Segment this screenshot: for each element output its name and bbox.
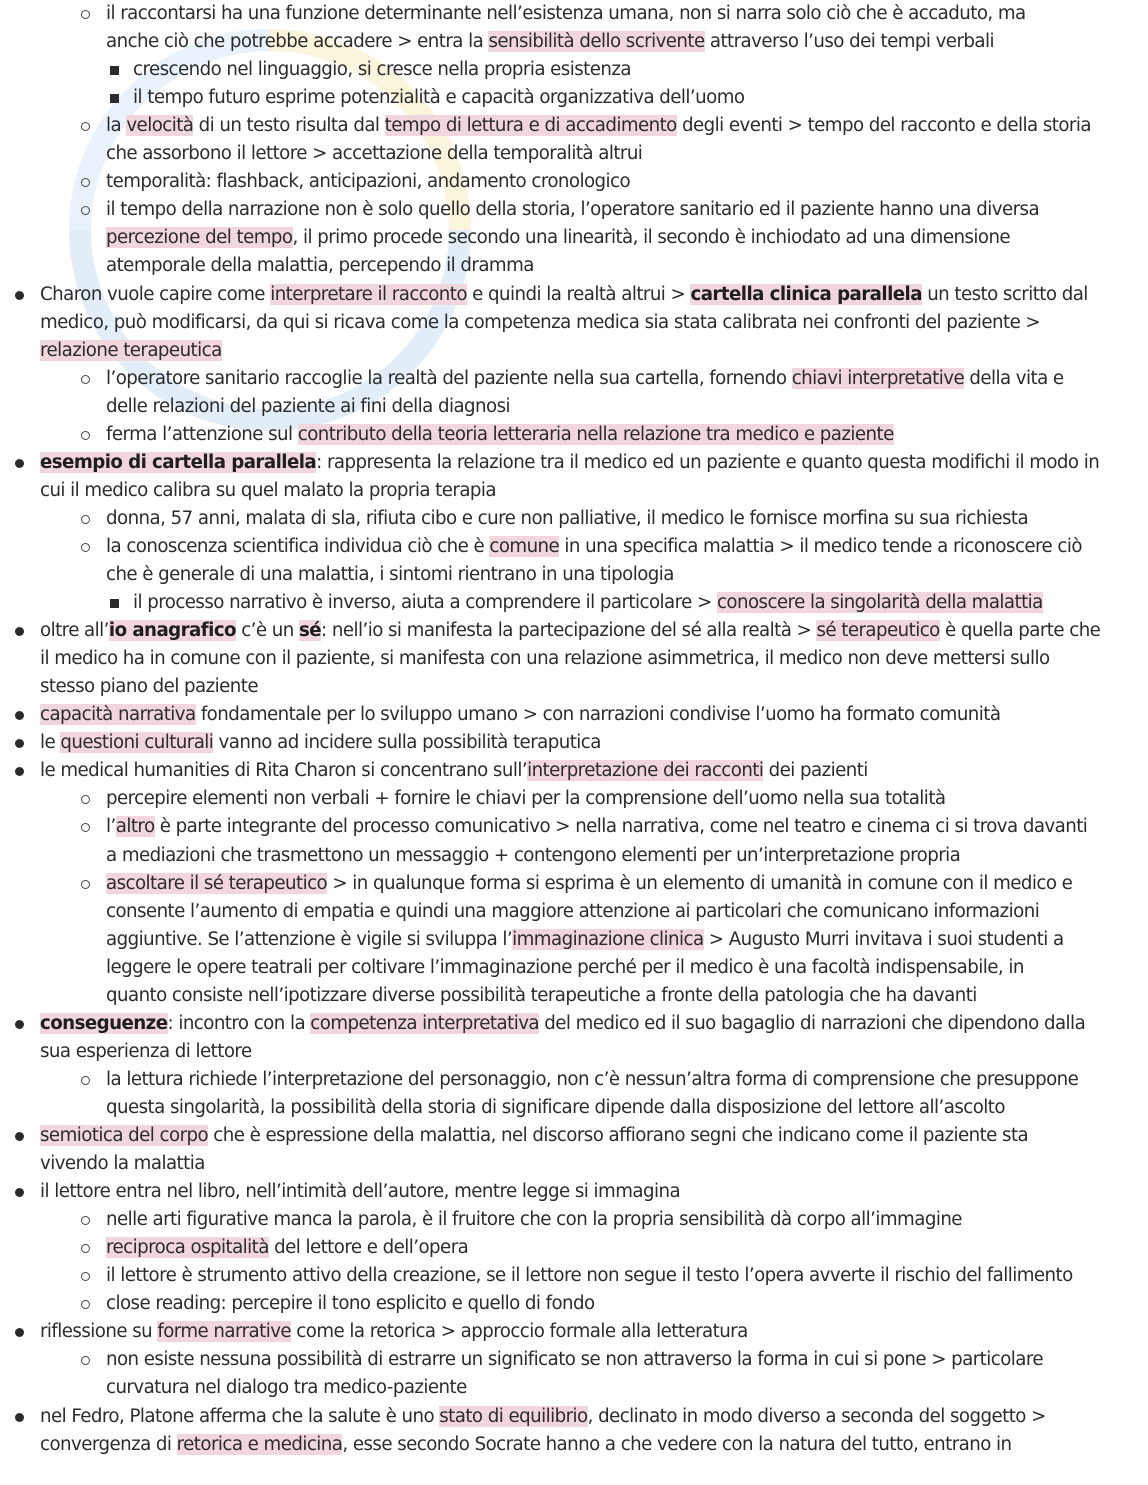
circle-bullet-icon	[81, 1076, 90, 1085]
text-segment: donna, 57 anni, malata di sla, rifiuta cibo e cure non palliative, il medico le fornisce morfina su sua richiesta	[106, 507, 1029, 529]
highlighted-text: questioni culturali	[60, 732, 214, 754]
text-line	[40, 309, 1040, 337]
text-segment: convergenza di	[40, 1433, 177, 1455]
text-line	[40, 729, 601, 757]
text-segment: : rappresenta la relazione tra il medico ed un paziente e quanto questa modifichi il modo in	[316, 451, 1100, 473]
text-line	[106, 813, 1087, 841]
highlighted-text: velocità	[126, 115, 194, 137]
highlighted-text: forme narrative	[157, 1321, 292, 1343]
bullet-icon	[15, 767, 24, 776]
text-segment: nel Fedro, Platone afferma che la salute è uno	[40, 1405, 440, 1427]
circle-bullet-icon	[81, 375, 90, 384]
text-segment: e quindi la realtà altrui >	[466, 283, 691, 305]
highlighted-text: conoscere la singolarità della malattia	[716, 592, 1043, 614]
text-segment: il processo narrativo è inverso, aiuta a comprendere il particolare >	[133, 592, 717, 614]
text-segment: questa singolarità, la possibilità della storia di significare dipende dalla disposizione del lettore all’ascolto	[106, 1096, 1005, 1118]
bullet-icon	[15, 1132, 24, 1141]
circle-bullet-icon	[81, 823, 90, 832]
highlighted-text: competenza interpretativa	[310, 1012, 540, 1034]
text-segment: la	[106, 115, 127, 137]
highlighted-text: interpretazione dei racconti	[527, 760, 764, 782]
circle-bullet-icon	[81, 431, 90, 440]
text-segment: medico, può modificarsi, da qui si ricava come la competenza medica sia stata calibrata nei confronti del paziente >	[40, 311, 1041, 333]
text-line	[40, 673, 258, 701]
text-segment: non esiste nessuna possibilità di estrarre un significato se non attraverso la forma in cui si pone > particolare	[106, 1349, 1044, 1371]
highlighted-text: cartella clinica parallela	[690, 283, 922, 305]
text-segment: close reading: percepire il tono esplicito e quello di fondo	[106, 1293, 595, 1315]
text-line	[106, 842, 960, 870]
text-segment: della vita e	[964, 367, 1064, 389]
text-segment: che è espressione della malattia, nel discorso affiorano segni che indicano come il paziente sta	[208, 1125, 1029, 1146]
text-line	[106, 365, 1064, 393]
text-line	[106, 0, 1026, 28]
text-line	[106, 168, 630, 196]
highlighted-text: stato di equilibrio	[439, 1405, 588, 1427]
text-line	[106, 196, 1039, 224]
text-segment: ferma l’attenzione sul	[106, 423, 298, 445]
text-segment: la conoscenza scientifica individua ciò che è	[106, 535, 490, 557]
text-segment: Charon vuole capire come	[40, 283, 271, 305]
text-segment: le medical humanities di Rita Charon si concentrano sull’	[40, 760, 528, 782]
text-line	[40, 757, 868, 785]
text-segment: il lettore entra nel libro, nell’intimità dell’autore, mentre legge si immagina	[40, 1181, 681, 1203]
text-segment: crescendo nel linguaggio, si cresce nella propria esistenza	[133, 59, 631, 81]
highlighted-text: chiavi interpretative	[791, 367, 965, 389]
text-segment: del medico ed il suo bagaglio di narrazioni che dipendono dalla	[539, 1012, 1086, 1034]
text-line	[106, 533, 1082, 561]
highlighted-text: semiotica del corpo	[40, 1125, 209, 1146]
text-line	[40, 1010, 1085, 1038]
text-segment: in una specifica malattia > il medico tende a riconoscere ciò	[559, 535, 1082, 557]
text-line	[106, 1374, 467, 1402]
text-segment: che assorbono il lettore > accettazione della temporalità altrui	[106, 143, 643, 165]
text-line	[133, 56, 631, 84]
text-segment: > in qualunque forma si esprima è un elemento di umanità in comune con il medico e	[327, 872, 1073, 894]
text-segment: il lettore è strumento attivo della creazione, se il lettore non segue il testo l’opera avverte il rischio del fallimento	[106, 1265, 1073, 1287]
highlighted-text: immaginazione clinica	[512, 928, 704, 950]
text-line	[106, 1094, 1005, 1122]
text-segment: il medico ha in comune con il paziente, si manifesta con una relazione asimmetrica, il medico non deve mettersi sullo	[40, 648, 1050, 670]
text-line	[106, 1066, 1078, 1094]
highlighted-text: comune	[489, 535, 560, 557]
text-line	[106, 1206, 962, 1234]
text-line	[106, 1346, 1043, 1374]
text-segment: , il primo procede secondo una linearità, il secondo è inchiodato ad una dimensione	[292, 227, 1011, 249]
text-segment: stesso piano del paziente	[40, 676, 258, 698]
circle-bullet-icon	[81, 1356, 90, 1365]
text-line	[40, 1403, 1046, 1431]
bullet-icon	[15, 627, 24, 636]
text-line	[40, 701, 1000, 729]
text-segment: c’è un	[236, 620, 299, 642]
text-segment: il tempo della narrazione non è solo quello della storia, l’operatore sanitario ed il paziente hanno una diversa	[106, 199, 1040, 221]
highlighted-text: sensibilità dello scrivente	[488, 31, 705, 53]
text-segment: vanno ad incidere sulla possibilità teraputica	[213, 732, 601, 754]
highlighted-text: capacità narrativa	[40, 704, 196, 726]
circle-bullet-icon	[81, 206, 90, 215]
text-line	[106, 252, 534, 280]
circle-bullet-icon	[81, 1216, 90, 1225]
text-segment: curvatura nel dialogo tra medico-paziente	[106, 1377, 467, 1399]
text-segment: del lettore e dell’opera	[268, 1237, 469, 1259]
square-bullet-icon	[110, 94, 119, 103]
text-segment: vivendo la malattia	[40, 1153, 205, 1175]
text-segment: , esse secondo Socrate hanno a che vedere con la natura del tutto, entrano in	[342, 1433, 1012, 1455]
bullet-icon	[15, 711, 24, 720]
text-segment: è quella parte che	[939, 620, 1101, 642]
text-segment: è parte integrante del processo comunicativo > nella narrativa, come nel teatro e cinema ci si trova davanti	[154, 816, 1088, 838]
highlighted-text: relazione terapeutica	[40, 339, 222, 361]
text-line	[40, 645, 1050, 673]
bullet-icon	[15, 459, 24, 468]
text-segment: il tempo futuro esprime potenzialità e capacità organizzativa dell’uomo	[133, 87, 745, 109]
text-segment: aggiuntive. Se l’attenzione è vigile si sviluppa l’	[106, 928, 513, 950]
text-segment: un testo scritto dal	[921, 283, 1088, 305]
text-segment: percepire elementi non verbali + fornire le chiavi per la comprensione dell’uomo nella sua totalità	[106, 788, 946, 810]
text-line	[40, 617, 1100, 645]
circle-bullet-icon	[81, 178, 90, 187]
circle-bullet-icon	[81, 122, 90, 131]
text-line	[106, 505, 1028, 533]
bullet-icon	[15, 739, 24, 748]
text-line	[106, 982, 977, 1010]
text-segment: l’	[106, 816, 116, 838]
text-line	[106, 898, 1039, 926]
highlighted-text: retorica e medicina	[176, 1433, 343, 1455]
highlighted-text: io anagrafico	[108, 620, 236, 642]
text-segment: dei pazienti	[763, 760, 868, 782]
text-line	[106, 421, 894, 449]
text-segment: che è generale di una malattia, i sintomi rientrano in una tipologia	[106, 564, 674, 585]
text-line	[40, 1038, 252, 1066]
bullet-icon	[15, 1328, 24, 1337]
text-line	[40, 1431, 1011, 1459]
highlighted-text: ascoltare il sé terapeutico	[106, 872, 328, 894]
text-line	[106, 1234, 468, 1262]
text-segment: consente l’aumento di empatia e quindi una maggiore attenzione ai particolari che comunicano informazioni	[106, 900, 1040, 922]
text-line	[106, 112, 1091, 140]
circle-bullet-icon	[81, 543, 90, 552]
circle-bullet-icon	[81, 1300, 90, 1309]
text-segment: oltre all’	[40, 620, 109, 642]
text-line	[106, 561, 674, 589]
text-segment: fondamentale per lo sviluppo umano > con narrazioni condivise l’uomo ha formato comunità	[195, 704, 1001, 726]
text-segment: , declinato in modo diverso a seconda del soggetto >	[587, 1405, 1046, 1427]
text-line	[40, 1150, 205, 1178]
highlighted-text: reciproca ospitalità	[106, 1237, 269, 1259]
text-segment: temporalità: flashback, anticipazioni, andamento cronologico	[106, 171, 631, 193]
text-line	[106, 393, 510, 421]
text-segment: : incontro con la	[167, 1012, 311, 1034]
text-line	[40, 1318, 748, 1346]
text-line	[133, 589, 1043, 617]
text-segment: a mediazioni che trasmettono un messaggio + contengono elementi per un’interpretazione propria	[106, 844, 961, 866]
bullet-icon	[15, 1188, 24, 1197]
text-line	[40, 477, 496, 505]
circle-bullet-icon	[81, 880, 90, 889]
highlighted-text: conseguenze	[40, 1012, 168, 1034]
text-line	[40, 449, 1099, 477]
text-segment: > Augusto Murri invitava i suoi studenti a	[703, 928, 1064, 950]
text-line	[40, 1122, 1028, 1150]
text-segment: cui il medico calibra su quel malato la propria terapia	[40, 479, 497, 501]
highlighted-text: esempio di cartella parallela	[40, 451, 317, 473]
text-line	[40, 1178, 680, 1206]
circle-bullet-icon	[81, 10, 90, 19]
text-segment: sua esperienza di lettore	[40, 1040, 252, 1062]
text-segment: di un testo risulta dal	[193, 115, 385, 137]
highlighted-text: sé terapeutico	[816, 620, 940, 642]
text-segment: il raccontarsi ha una funzione determinante nell’esistenza umana, non si narra solo ciò che è accaduto, ma	[106, 3, 1026, 24]
text-line	[106, 28, 994, 56]
text-segment: quanto consiste nell’ipotizzare diverse possibilità terapeutiche a fronte della patologia che ha davanti	[106, 984, 977, 1006]
text-segment: riflessione su	[40, 1321, 158, 1343]
circle-bullet-icon	[81, 515, 90, 524]
text-segment: la lettura richiede l’interpretazione del personaggio, non c’è nessun’altra forma di comprensione che presuppone	[106, 1068, 1079, 1090]
text-line	[106, 785, 946, 813]
text-segment: nelle arti figurative manca la parola, è il fruitore che con la propria sensibilità dà corpo all’immagine	[106, 1209, 962, 1231]
text-line	[40, 281, 1088, 309]
text-segment: attraverso l’uso dei tempi verbali	[704, 31, 994, 53]
text-line	[106, 224, 1010, 252]
text-line	[133, 84, 744, 112]
text-line	[106, 140, 642, 168]
highlighted-text: sé	[298, 620, 322, 642]
bullet-icon	[15, 1020, 24, 1029]
text-segment: l’operatore sanitario raccoglie la realtà del paziente nella sua cartella, fornendo	[106, 367, 792, 389]
text-line	[106, 954, 1024, 982]
text-segment: leggere le opere teatrali per coltivare l’immaginazione perché per il medico è una facoltà indispensabile, in	[106, 956, 1024, 978]
bullet-icon	[15, 1413, 24, 1422]
text-line	[106, 1290, 595, 1318]
text-line	[106, 926, 1064, 954]
text-segment: le	[40, 732, 61, 754]
square-bullet-icon	[110, 599, 119, 608]
highlighted-text: contributo della teoria letteraria nella relazione tra medico e paziente	[297, 423, 894, 445]
text-line	[40, 337, 222, 365]
text-segment: : nell’io si manifesta la partecipazione del sé alla realtà >	[321, 620, 817, 642]
bullet-icon	[15, 291, 24, 300]
highlighted-text: tempo di lettura e di accadimento	[384, 115, 677, 137]
text-line	[106, 1262, 1073, 1290]
highlighted-text: percezione del tempo	[106, 227, 293, 249]
text-line	[106, 870, 1072, 898]
circle-bullet-icon	[81, 795, 90, 804]
square-bullet-icon	[110, 66, 119, 75]
text-segment: degli eventi > tempo del racconto e della storia	[676, 115, 1091, 137]
highlighted-text: interpretare il racconto	[270, 283, 467, 305]
circle-bullet-icon	[81, 1244, 90, 1253]
text-segment: atemporale della malattia, percependo il dramma	[106, 255, 534, 277]
circle-bullet-icon	[81, 1272, 90, 1281]
text-segment: come la retorica > approccio formale alla letteratura	[291, 1321, 748, 1343]
text-segment: anche ciò che potrebbe accadere > entra la	[106, 31, 489, 53]
highlighted-text: altro	[115, 816, 155, 838]
text-segment: delle relazioni del paziente ai fini della diagnosi	[106, 395, 511, 417]
